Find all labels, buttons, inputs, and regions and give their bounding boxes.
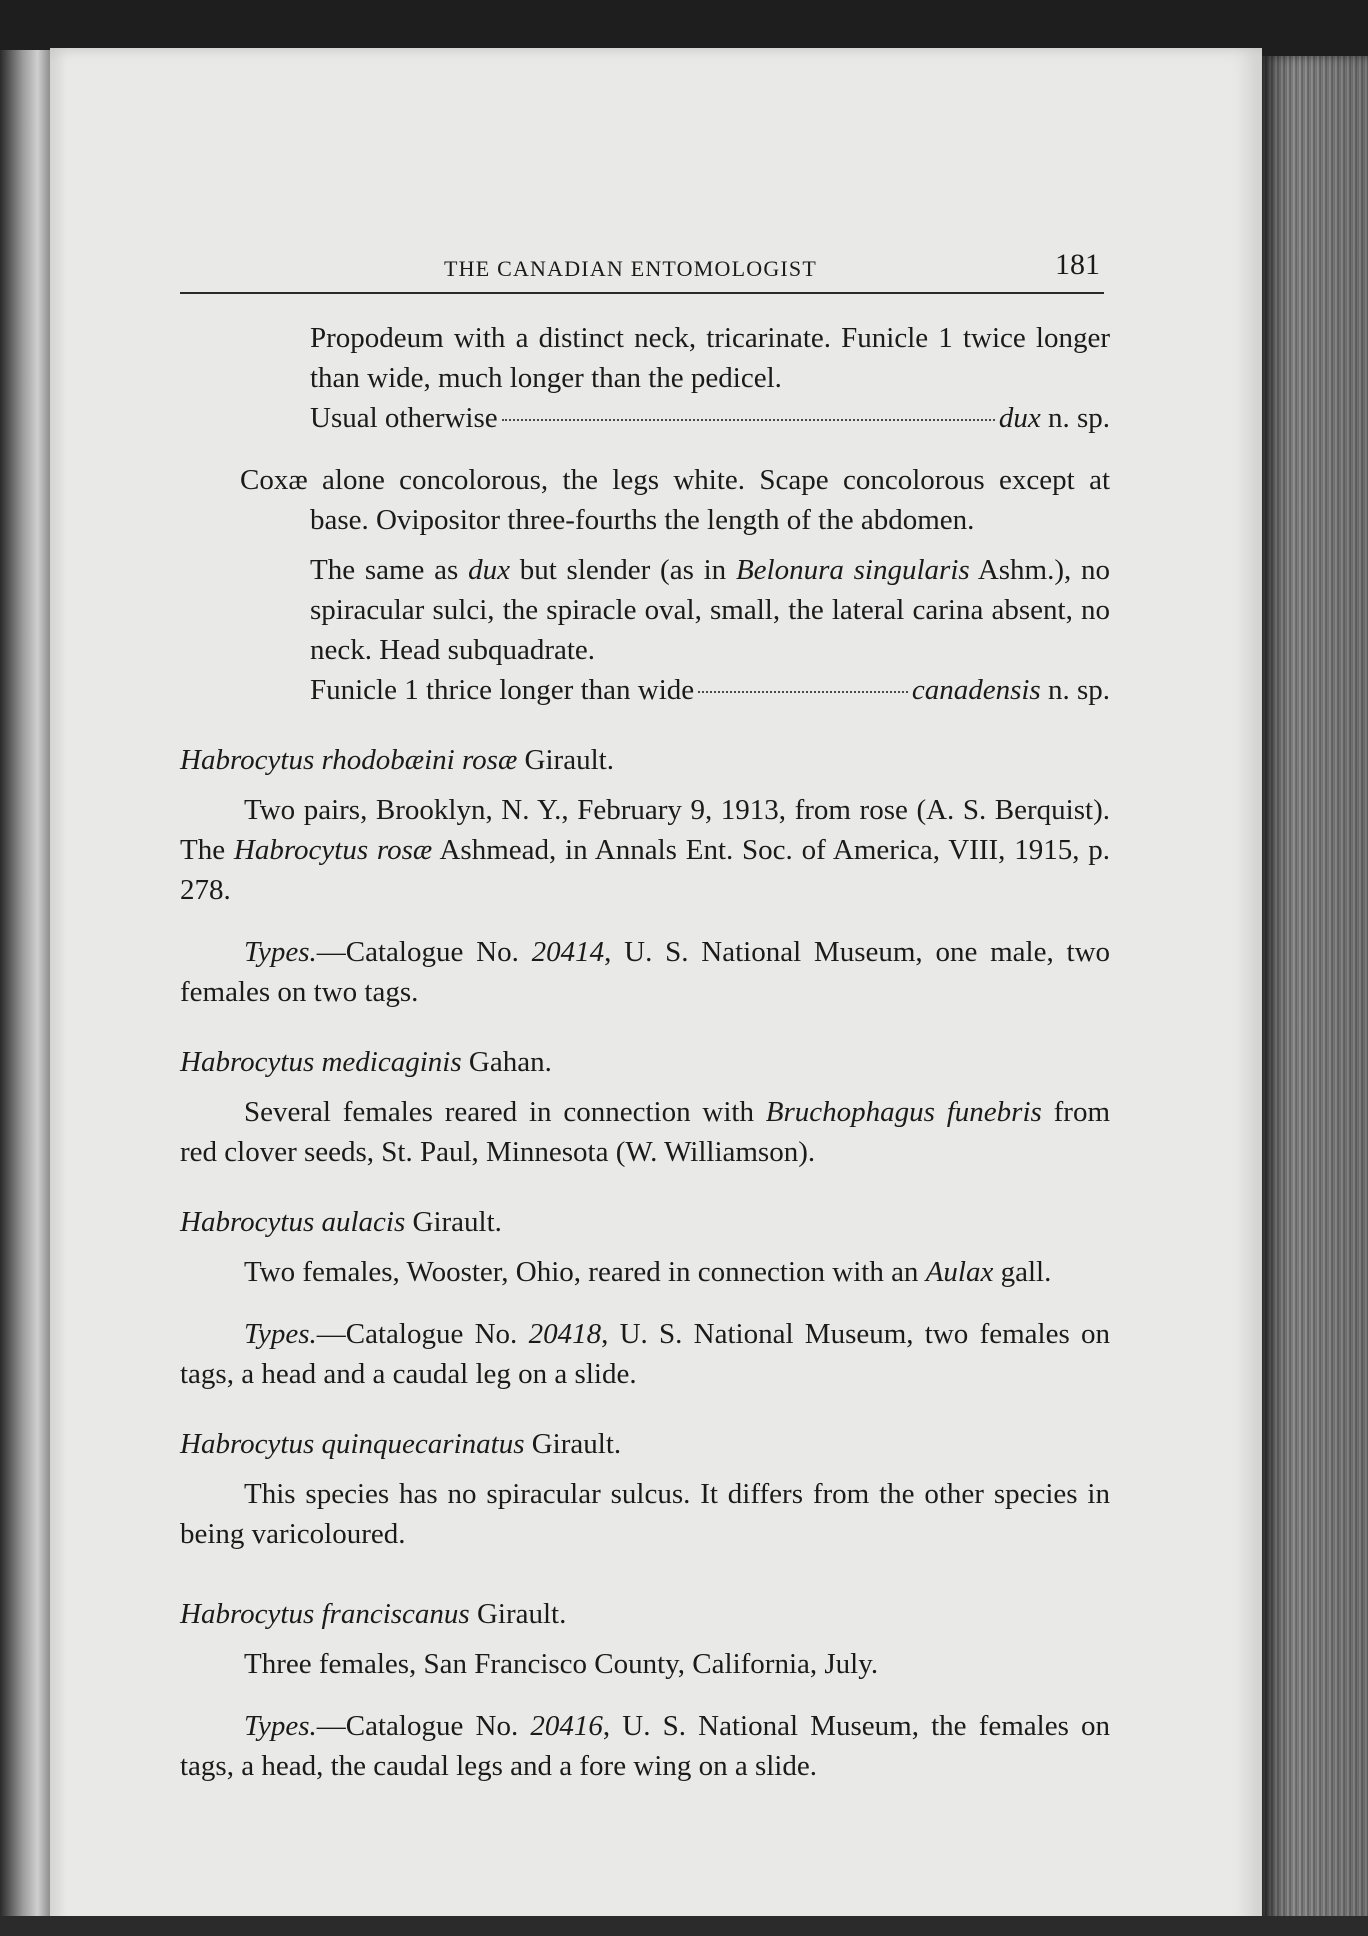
key-couplet-a-text: Propodeum with a distinct neck, tricarinate. Funicle 1 twice longer than wide, much longer than the pedicel. (310, 322, 1110, 394)
key-lead-text: Usual otherwise (310, 402, 498, 434)
species-heading: Habrocytus aulacis Girault. (180, 1206, 502, 1238)
page-number: 181 (1055, 248, 1100, 281)
scan-border (0, 1916, 1368, 1936)
species-heading: Habrocytus quinquecarinatus Girault. (180, 1428, 622, 1460)
species-paragraph: Two pairs, Brooklyn, N. Y., February 9, 1913, from rose (A. S. Berquist). The Habrocytus rosæ Ashmead, in Annals Ent. Soc. of America, VIII, 1915, p. 278. (180, 794, 1111, 906)
species-paragraph: Several females reared in connection with Bruchophagus funebris from red clover seeds, St. Paul, Minnesota (W. Williamson). (180, 1096, 1110, 1168)
species-heading: Habrocytus franciscanus Girault. (180, 1598, 567, 1630)
types-paragraph: Types.—Catalogue No. 20416, U. S. National Museum, the females on tags, a head, the caudal legs and a fore wing on a slide. (180, 1710, 1111, 1782)
book-page-edges (1262, 56, 1368, 1936)
species-paragraph: This species has no spiracular sulcus. It differs from the other species in being varicoloured. (180, 1478, 1110, 1550)
species-paragraph: Three females, San Francisco County, California, July. (244, 1648, 879, 1680)
key-couplet-b: Coxæ alone concolorous, the legs white. Scape concolorous except at base. Ovipositor three-fourths the length of the abdomen. (240, 464, 1110, 536)
key-couplet-b2 (310, 550, 1110, 710)
running-head (180, 248, 1104, 294)
taxon-status: n. sp. (1047, 402, 1110, 434)
types-paragraph: Types.—Catalogue No. 20414, U. S. National Museum, one male, two females on two tags. (180, 936, 1111, 1008)
taxon-name: canadensis (911, 674, 1041, 706)
key-lead-text: Funicle 1 thrice longer than wide (310, 674, 695, 706)
types-paragraph: Types.—Catalogue No. 20418, U. S. National Museum, two females on tags, a head and a caudal leg on a slide. (180, 1318, 1110, 1390)
taxon-status: n. sp. (1047, 674, 1110, 706)
page-body (180, 318, 1110, 1786)
dot-leader (502, 418, 995, 421)
dot-leader (698, 690, 908, 693)
species-heading: Habrocytus rhodobæini rosæ Girault. (180, 744, 614, 776)
species-paragraph: Two females, Wooster, Ohio, reared in connection with an Aulax gall. (244, 1256, 1052, 1288)
journal-title: THE CANADIAN ENTOMOLOGIST (444, 256, 818, 281)
key-couplet-a (310, 318, 1110, 438)
taxon-name: dux (998, 402, 1041, 434)
key-couplet-b2-lead (310, 670, 1110, 710)
facing-page-edge (0, 50, 50, 1936)
key-couplet-a-lead (310, 398, 1110, 438)
species-heading: Habrocytus medicaginis Gahan. (180, 1046, 552, 1078)
key-couplet-b2-text: The same as dux but slender (as in Belonura singularis Ashm.), no spiracular sulci, the spiracle oval, small, the lateral carina absent, no neck. Head subquadrate. (310, 554, 1111, 666)
